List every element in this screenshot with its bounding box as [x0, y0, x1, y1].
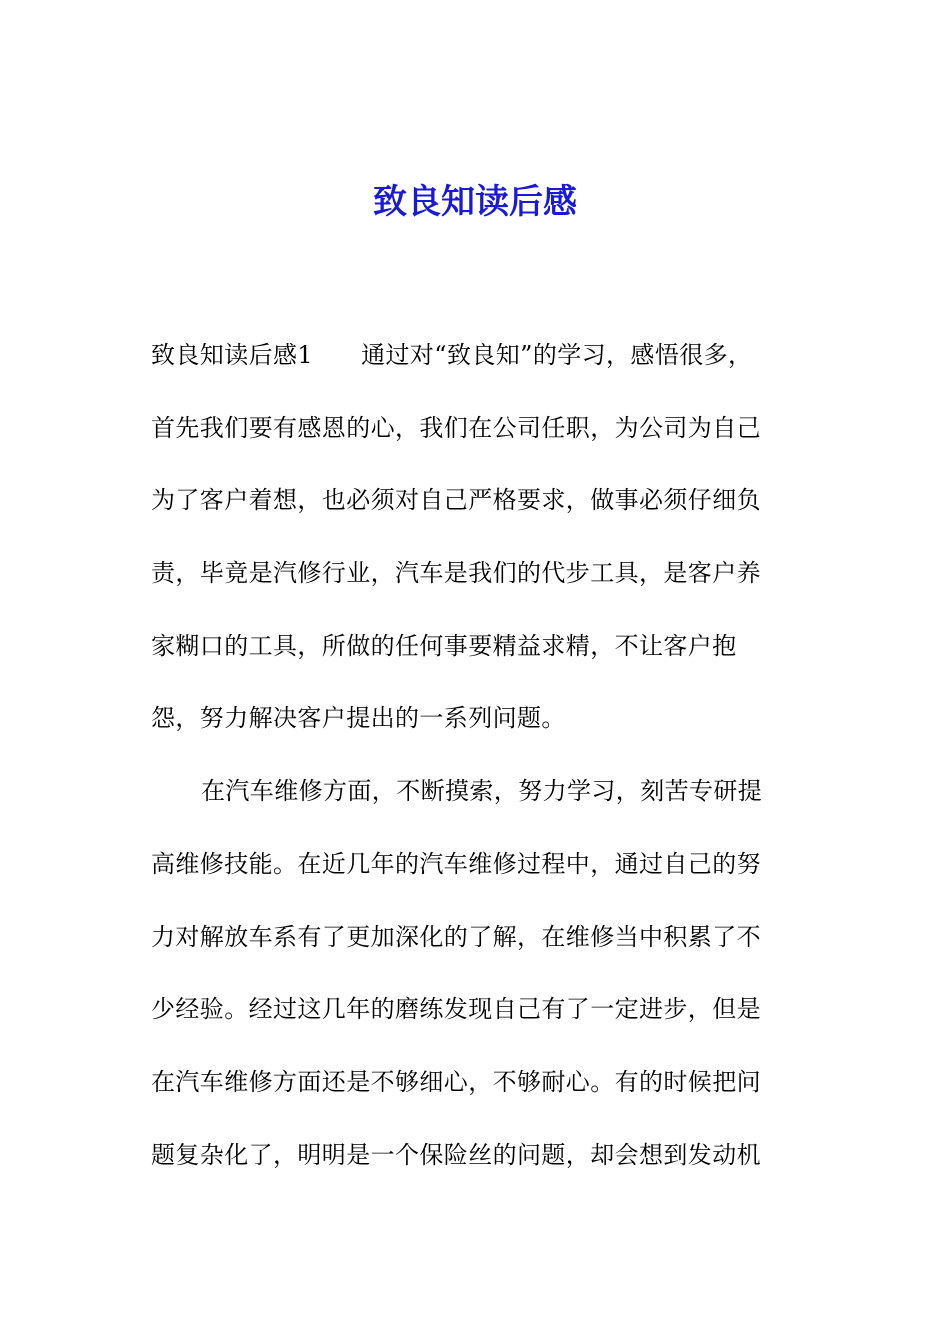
text-line-12: 题复杂化了，明明是一个保险丝的问题，却会想到发动机 [151, 1140, 761, 1169]
text-line-6: 怨，努力解决客户提出的一系列问题。 [151, 704, 566, 733]
document-body [151, 333, 799, 1205]
text-line-11: 在汽车维修方面还是不够细心，不够耐心。有的时候把问 [151, 1067, 761, 1096]
text-line-1 [151, 333, 799, 406]
document-title: 致良知读后感 [373, 182, 577, 222]
text-line-10: 少经验。经过这几年的磨练发现自己有了一定进步，但是 [151, 995, 761, 1024]
text-line-2: 首先我们要有感恩的心，我们在公司任职，为公司为自己 [151, 413, 761, 442]
text-line-9: 力对解放车系有了更加深化的了解，在维修当中积累了不 [151, 922, 761, 951]
text-line-4: 责，毕竟是汽修行业，汽车是我们的代步工具，是客户养 [151, 559, 761, 588]
text-line-3: 为了客户着想，也必须对自己严格要求，做事必须仔细负 [151, 486, 761, 515]
text-line-7: 在汽车维修方面，不断摸索，努力学习，刻苦专研提 [201, 777, 763, 806]
text-line-8: 高维修技能。在近几年的汽车维修过程中，通过自己的努 [151, 849, 761, 878]
section-heading: 致良知读后感1 [151, 341, 314, 369]
text-line-5: 家糊口的工具，所做的任何事要精益求精，不让客户抱 [151, 631, 737, 660]
text-line-1-content: 通过对“致良知”的学习，感悟很多， [361, 341, 753, 369]
